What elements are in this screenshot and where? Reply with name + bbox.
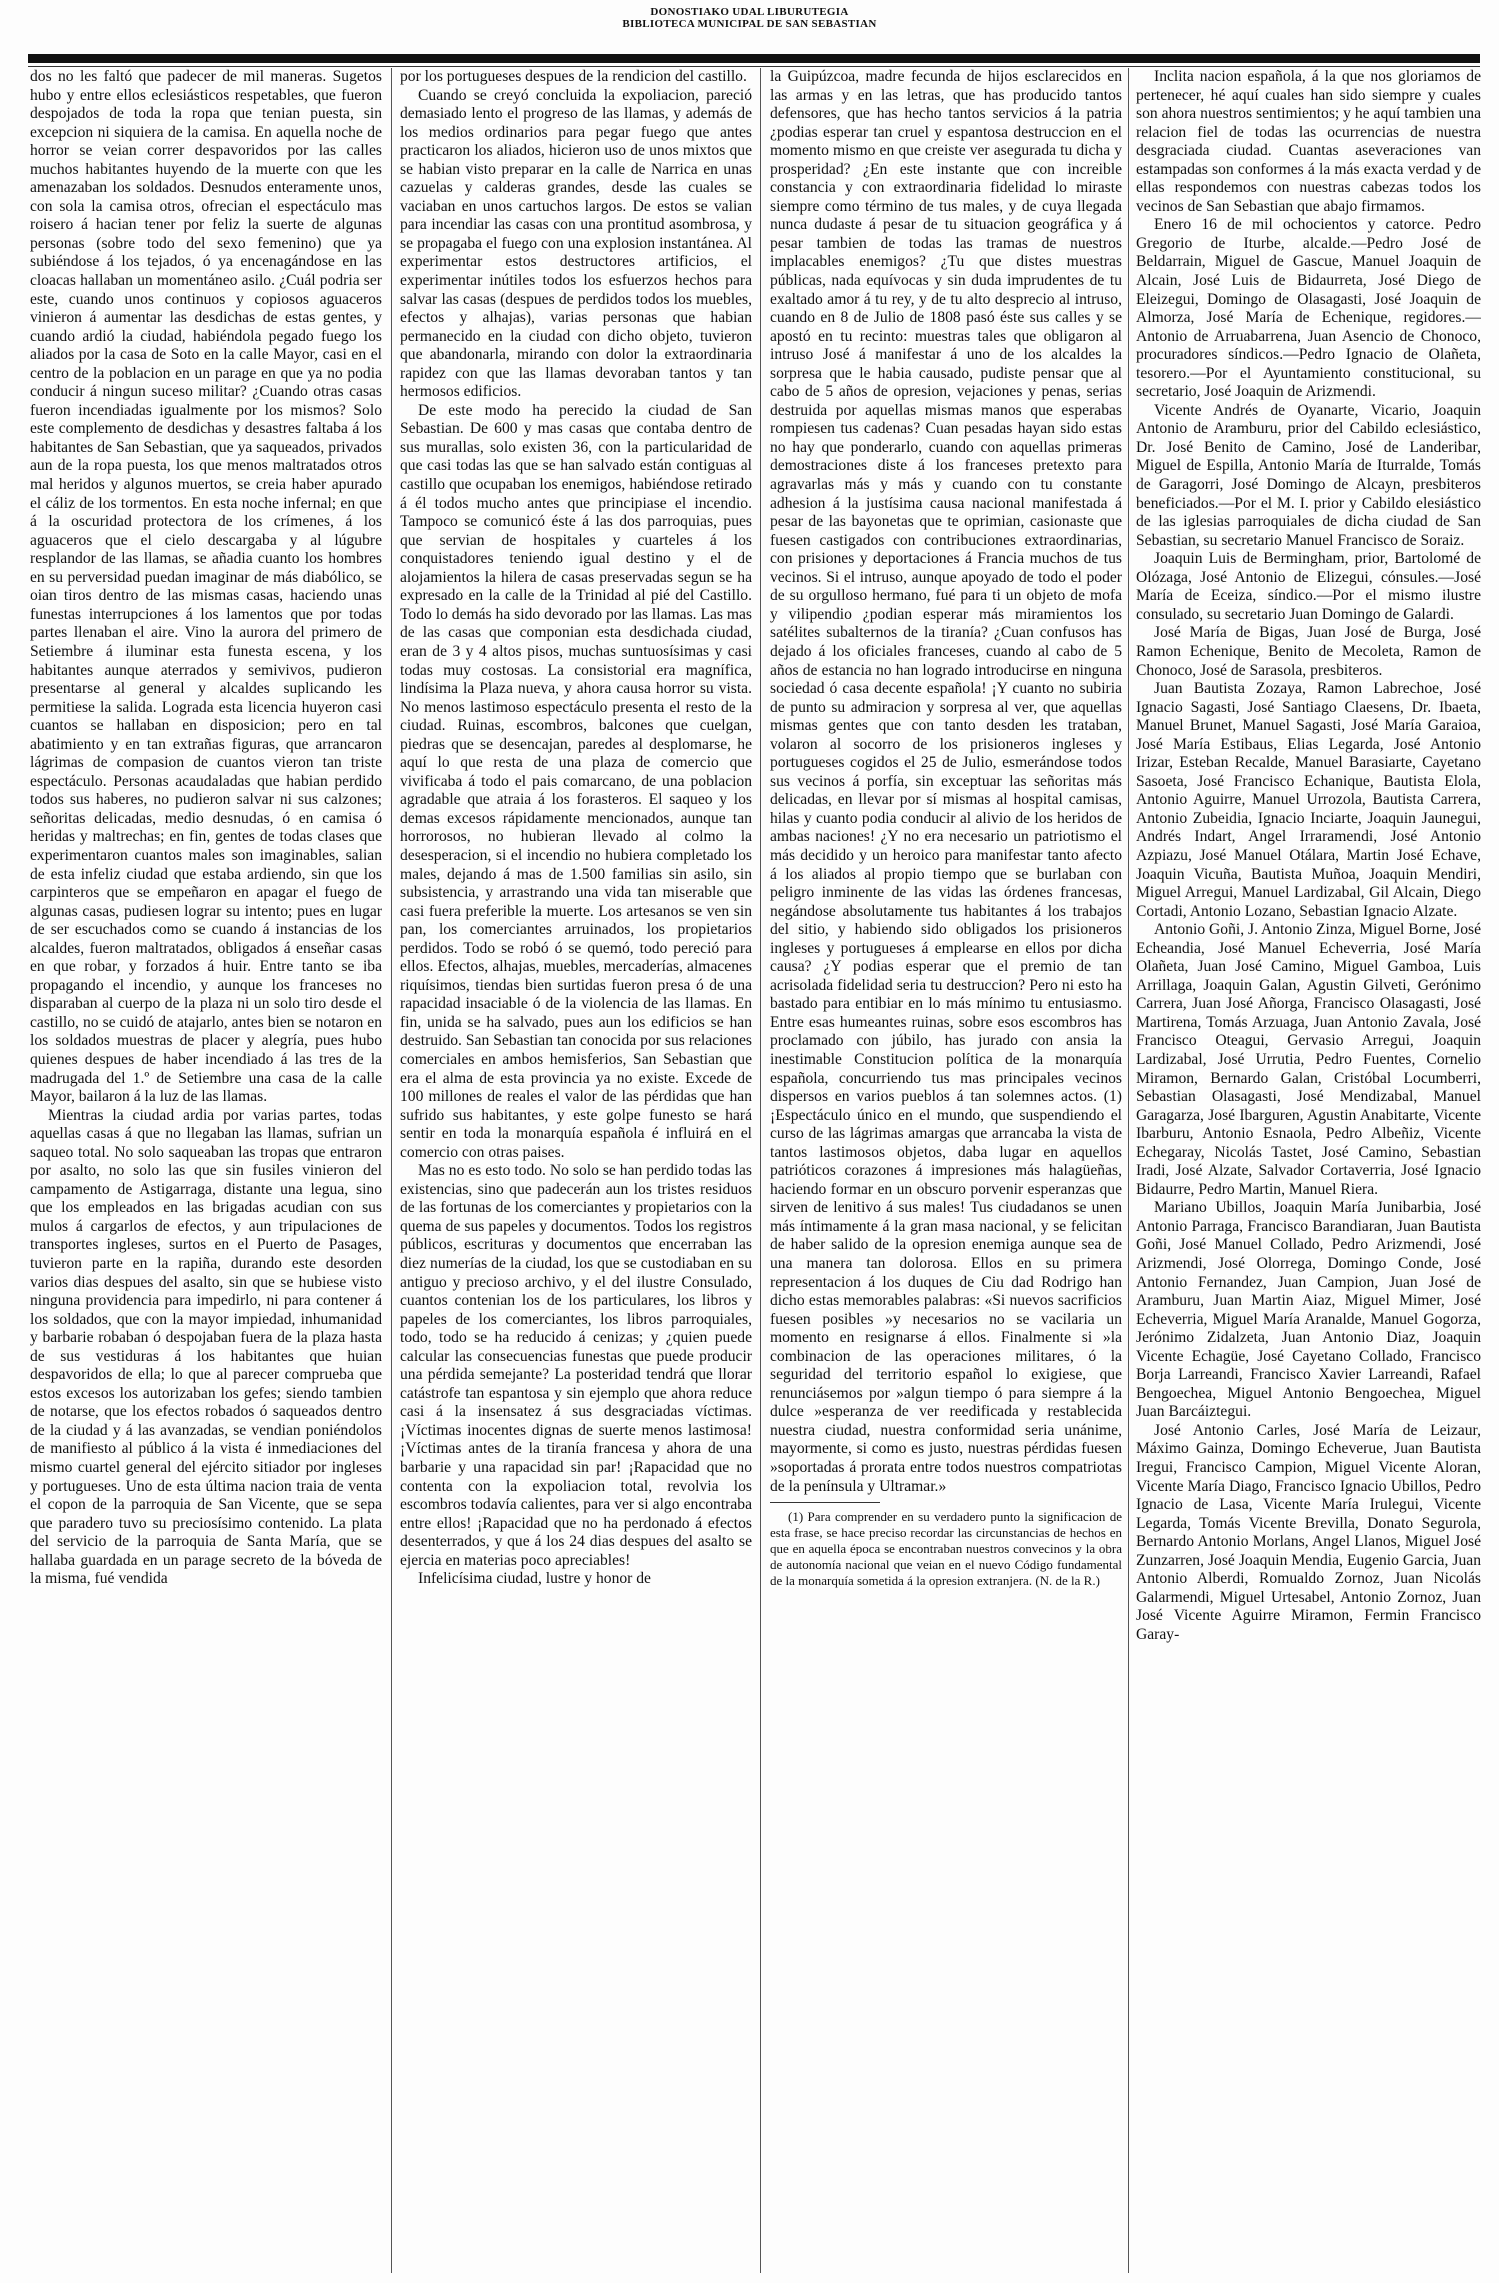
paragraph: Cuando se creyó concluida la expoliacion, pareció demasiado lento el progreso de las llamas, y además de los medios ordinarios para pegar fuego que antes practicaron los aliados, hicieron uso de unos mixtos que se habian visto preparar en la calle de Narrica en unas cazuelas y calderas grandes, desde las cuales se vaciaban en unos cartuchos largos. De estos se valian para incendiar las casas con una prontitud asombrosa, y se propagaba el fuego con una explosion instantánea. Al experimentar estos destructores artificios, el experimentar inútiles todos los esfuerzos hechos para salvar las casas (despues de perdidos todos los muebles, efectos y alhajas), varias personas que habian permanecido en la ciudad con dicho objeto, tuvieron que abandonarla, mirando con dolor la extraordinaria rapidez con que las llamas devoraban tantos y tan hermosos edificios. xyxy=(400,86,752,401)
footnote-rule xyxy=(770,1502,880,1503)
paragraph: Joaquin Luis de Bermingham, prior, Bartolomé de Olózaga, José Antonio de Elizegui, cónsules.—José María de Eceiza, síndico.—Por el mismo ilustre consulado, su secretario Juan Domingo de Galardi. xyxy=(1136,550,1481,623)
paragraph: Juan Bautista Zozaya, Ramon Labrechoe, José Ignacio Sagasti, José Santiago Claesens, Dr. Ibaeta, Manuel Brunet, Manuel Sagasti, José María Garaioa, José María Estibaus, Elias Legarda, José Antonio Irizar, Esteban Recalde, Manuel Barasiarte, Cayetano Sasoeta, José Francisco Echanique, Bautista Elola, Antonio Aguirre, Manuel Urrozola, Bautista Carrera, Antonio Zubeidia, Ignacio Inciarte, Joaquin Jaunegui, Andrés Indart, Angel Irraramendi, José Antonio Azpiazu, José Manuel Otálara, Martin José Echave, Joaquin Vicuña, Bautista Muñoa, Joaquin Mendiri, Miguel Arregui, Manuel Lardizabal, Gil Alcain, Diego Cortadi, Antonio Lozano, Sebastian Ignacio Alzate. xyxy=(1136,680,1481,920)
paragraph: De este modo ha perecido la ciudad de San Sebastian. De 600 y mas casas que contaba dentro de sus murallas, solo existen 36, con la particularidad de que casi todas las que se han salvado están contiguas al castillo que ocupaban los enemigos, habiéndose retirado á él todos mucho antes que principiase el incendio. Tampoco se comunicó éste á las dos parroquias, pues que servian de hospitales y cuarteles á los conquistadores teniendo igual destino y el de alojamientos la hilera de casas preservadas segun se ha expresado en la calle de la Trinidad al pié del Castillo. Todo lo demás ha sido devorado por las llamas. Las mas de las casas que componian esta desdichada ciudad, eran de 3 y 4 altos pisos, muchas suntuosísimas y casi todas muy costosas. La consistorial era magnífica, lindísima la Plaza nueva, y ahora causa horror su vista. No menos lastimoso espectáculo presenta el resto de la ciudad. Ruinas, escombros, balcones que cuelgan, piedras que se desencajan, paredes al desplomarse, he aquí lo que resta de una plaza de comercio que vivificaba á todo el pais comarcano, de una poblacion agradable que atraia á los forasteros. El saqueo y los demas excesos rápidamente mencionados, aunque tan horrorosos, no hubieran llevado al colmo la desesperacion, si el incendio no hubiera completado los males, dejando á mas de 1.500 familias sin asilo, sin subsistencia, y arrastrando una vida tan miserable que casi fuera preferible la muerte. Los artesanos se ven sin pan, los comerciantes arruinados, los propietarios perdidos. Todo se robó ó se quemó, todo pereció para ellos. Efectos, alhajas, muebles, mercaderías, almacenes riquísimos, tiendas bien surtidas fueron presa ó de una rapacidad insaciable ó de la violencia de las llamas. En fin, unida se ha salvado, pues aun los edificios se han destruido. San Sebastian tan conocida por sus relaciones comerciales en ambos hemisferios, San Sebastian que era el alma de esta provincia ya no existe. Excede de 100 millones de reales el valor de las pérdidas que han sufrido sus habitantes, y este golpe funesto se hará sentir en toda la monarquía española é influirá en el comercio con otras paises. xyxy=(400,401,752,1161)
column-3 xyxy=(770,68,1122,2273)
header-rule xyxy=(28,66,1480,67)
column-divider xyxy=(1128,68,1129,2273)
footnote: (1) Para comprender en su verdadero punto la significacion de esta frase, se hace preciso recordar las circunstancias de hechos en que en aquella época se encontraban nuestros convecinos y la obra de autonomía nacional que veian en el nuevo Código fundamental de la monarquía sometida á la opresion extranjera. (N. de la R.) xyxy=(770,1509,1122,1589)
library-stamp-spanish: BIBLIOTECA MUNICIPAL DE SAN SEBASTIAN xyxy=(622,18,877,30)
paragraph: Mientras la ciudad ardia por varias partes, todas aquellas casas á que no llegaban las llamas, sufrian un saqueo total. No solo saqueaban las tropas que entraron por asalto, no solo las que sin fusiles vinieron del campamento de Astigarraga, distante una legua, sino que los empleados en las brigadas acudian con sus mulos á cargarlos de efectos, y aun tripulaciones de transportes ingleses, surtos en el Puerto de Pasages, tuvieron parte en la rapiña, durando este desorden varios dias despues del asalto, sin que se hubiese visto ninguna providencia para impedirlo, ni para contener á los soldados, que con la mayor impiedad, inhumanidad y barbarie robaban ó despojaban fuera de la plaza hasta de sus vestiduras á los habitantes que huian despavoridos de ella; lo que al parecer comprueba que estos excesos los autorizaban los gefes; siendo tambien de notarse, que los efectos robados ó saqueados dentro de la ciudad y á las avanzadas, se vendian poniéndolos de manifiesto al público á la vista é inmediaciones del mismo cuartel general del ejército sitiador por ingleses y portugueses. Uno de esta última nacion traia de venta el copon de la parroquia de San Vicente, que se sepa que paradero tuvo su preciosísimo contenido. La plata del servicio de la parroquia de Santa María, que se hallaba guardada en un parage secreto de la bóveda de la misma, fué vendida xyxy=(30,1106,382,1588)
column-4 xyxy=(1136,68,1481,2273)
column-divider xyxy=(760,68,761,2273)
paragraph: Inclita nacion española, á la que nos gloriamos de pertenecer, hé aquí cuales han sido siempre y cuales son ahora nuestros sentimientos; y he aquí tambien una relacion fiel de todas las ocurrencias de nuestra desgraciada ciudad. Cuantas aseveraciones van estampadas son conformes á la más exacta verdad y de ellas respondemos con nuestras cabezas todos los vecinos de San Sebastian que abajo firmamos. xyxy=(1136,68,1481,215)
paragraph: José Antonio Carles, José María de Leizaur, Máximo Gainza, Domingo Echeverue, Juan Bautista Iregui, Francisco Campion, Miguel Vicente Aloran, Vicente María Diago, Francisco Ignacio Ubillos, Pedro Ignacio de Lasa, Vicente María Irulegui, Vicente Legarda, Tomás Vicente Brevilla, Donato Segurola, Bernardo Antonio Morlans, Angel Llanos, Miguel José Zunzarren, José Joaquin Mendia, Eugenio Garcia, Juan Antonio Alberdi, Romualdo Zornoz, Juan Nicolás Galarmendi, Miguel Urtesabel, Antonio Zornoz, Juan José Vicente Aguirre Miramon, Fermin Francisco Garay- xyxy=(1136,1421,1481,1643)
paragraph: dos no les faltó que padecer de mil maneras. Sugetos hubo y entre ellos eclesiásticos respetables, que fueron despojados de toda la ropa que tenian puesta, sin excepcion ni siquiera de la camisa. En aquella noche de horror se veian correr despavoridos por las calles muchos habitantes huyendo de la muerte con que les amenazaban los soldados. Desnudos enteramente unos, con sola la camisa otros, ofrecian el espectáculo mas roisero á hacian tener por feliz la suerte de algunas personas (sobre todo del sexo femenino) que ya subiéndose á los tejados, ó ya encenagándose en las cloacas hallaban un momentáneo asilo. ¿Cuál podria ser este, cuando unos continuos y copiosos aguaceros vinieron á aumentar las desdichas de estas gentes, y cuando ardió la ciudad, habiéndola pegado fuego los aliados por la casa de Soto en la calle Mayor, casi en el centro de la poblacion en un parage en que ya no podia conducir á ningun suceso militar? ¿Cuando otras casas fueron incendiadas igualmente por los mismos? Solo este complemento de desdichas y desastres faltaba á los habitantes de San Sebastian, que ya saqueados, privados aun de la ropa puesta, los que menos maltratados otros mal heridos y algunos muertos, se creia haber apurado el cáliz de los tormentos. En esta noche infernal; en que á la oscuridad protectora de los crímenes, á los aguaceros que el cielo descargaba y al lúgubre resplandor de las llamas, se añadia cuanto los hombres en su perversidad puedan imaginar de más diabólico, se oian tiros dentro de las mismas casas, haciendo unas funestas interrupciones á los lamentos que por todas partes llenaban el aire. Vino la aurora del primero de Setiembre á iluminar esta funesta escena, y los habitantes aunque aterrados y semivivos, pudieron presentarse al general y alcaldes suplicando les permitiese la salida. Lograda esta licencia huyeron casi cuantos se hallaban en disposicion; pero en tal abatimiento y en tan extrañas figuras, que arrancaron lágrimas de compasion de cuantos vieron tan triste espectáculo. Personas acaudaladas que habian perdido todos sus haberes, no pudieron salvar ni sus calzones; señoritas delicadas, medio desnudas, ó en camisa ó heridas y maltrechas; en fin, gentes de todas clases que experimentaron cuantos males son imaginables, salian de esta infeliz ciudad que estaba ardiendo, sin que los carpinteros que se empeñaron en apagar el fuego de algunas casas, pudiesen lograr su intento; pues en lugar de ser escuchados como se cuando á instancias de los alcaldes, fueron maltratados, obligados á enseñar casas en que robar, y forzados á huir. Entre tanto se iba propagando el incendio, y aunque los franceses no disparaban al cuerpo de la plaza ni un solo tiro desde el castillo, no se cuidó de atajarlo, antes bien se notaron en los soldados muestras de placer y alegría, pues hubo quienes despues de haber incendiado á las tres de la madrugada del 1.º de Setiembre una casa de la calle Mayor, bailaron á la luz de las llamas. xyxy=(30,68,382,1106)
paragraph: Enero 16 de mil ochocientos y catorce. Pedro Gregorio de Iturbe, alcalde.—Pedro José de Beldarrain, Miguel de Gascue, Manuel Joaquin de Alcain, José Luis de Bidaurreta, José Diego de Eleizegui, Domingo de Olasagasti, José Joaquin de Almorza, José María de Echenique, regidores.—Antonio de Arruabarrena, Juan Asencio de Chonoco, procuradores síndicos.—Pedro Ignacio de Olañeta, tesorero.—Por el Ayuntamiento constitucional, su secretario, José Joaquin de Arizmendi. xyxy=(1136,216,1481,401)
column-1 xyxy=(30,68,382,2273)
paragraph: Antonio Goñi, J. Antonio Zinza, Miguel Borne, José Echeandia, José Manuel Echeverria, José María Olañeta, Juan José Camino, Miguel Gamboa, Luis Arrillaga, Joaquin Galan, Agustin Gilveti, Gerónimo Carrera, Juan José Añorga, Francisco Olasagasti, José Martirena, Tomás Arzuaga, Juan Antonio Zavala, José Francisco Oteagui, Gervasio Arregui, Joaquin Lardizabal, José Urrutia, Pedro Fuentes, Cornelio Miramon, Bernardo Galan, Cristóbal Locumberri, Sebastian Olasagasti, José Mendizabal, Manuel Garagarza, José Ibarguren, Agustin Anabitarte, Vicente Ibarburu, Antonio Esnaola, Pedro Albeñiz, Vicente Echegaray, Nicolás Tastet, José Camino, Sebastian Iradi, José Alzate, Salvador Cortaverria, José Ignacio Bidaurre, Pedro Martin, Manuel Riera. xyxy=(1136,921,1481,1198)
paragraph: José María de Bigas, Juan José de Burga, José Ramon Echenique, Benito de Mecoleta, Ramon de Chonoco, José de Sarasola, presbiteros. xyxy=(1136,624,1481,679)
paragraph: por los portugueses despues de la rendicion del castillo. xyxy=(400,68,747,85)
header-black-band xyxy=(28,54,1480,63)
paragraph: la Guipúzcoa, madre fecunda de hijos esclarecidos en las armas y en las letras, que has producido tantos defensores, que has hecho tantos servicios á la patria ¿podias esperar tan cruel y espantosa destruccion en el momento mismo en que creiste ver asegurada tu dicha y prosperidad? ¿En este instante que con increible constancia y con extraordinaria fidelidad lo miraste siempre como término de tus males, y de cuya llegada nunca dudaste á pesar de tu situacion geográfica y á pesar tambien de todas las tramas de nuestros implacables enemigos? ¿Tu que distes muestras públicas, nada equívocas y sin duda imprudentes de tu exaltado amor á tu rey, y de tu alto desprecio al intruso, cuando en 8 de Julio de 1808 pasó éste sus calles y se apostó en tu recinto: muestras tales que obligaron al intruso José á manifestar á uno de los alcaldes la sorpresa que le habia causado, pudiste pensar que al cabo de 5 años de opresion, vejaciones y penas, serias destruida por aquellas mismas manos que esperabas rompiesen tus cadenas? Cuan pesadas hayan sido estas no hay que ponderarlo, cuando con aquellas primeras demostraciones diste á los franceses pretexto para agravarlas más y más y cuando con tu constante adhesion á la justísima causa nacional manifestada á pesar de las bayonetas que te oprimian, casionaste que fuesen castigados con contribuciones extraordinarias, con prisiones y deportaciones á Francia muchos de tus vecinos. Si el intruso, aunque apoyado de todo el poder de su orgulloso hermano, fué para ti un objeto de mofa y vilipendio ¿podian esperar más miramientos los satélites subalternos de la tiranía? ¿Cuan confusos has dejado á los oficiales franceses, cuando al cabo de 5 años de estancia no han logrado introducirse en ninguna sociedad ó casa decente española! ¡Y cuanto no subiria de punto su admiracion y sorpresa al ver, que aquellas mismas gentes que con tanto desden les trataban, volaron al socorro de los prisioneros ingleses y portugueses cogidos el 25 de Julio, esmerándose todos sus vecinos á porfía, sin exceptuar las señoritas más delicadas, en llevar por sí mismas al hospital camisas, hilas y cuanto podia conducir al alivio de los heridos de ambas naciones! ¿Y no era necesario un patriotismo el más decidido y un heroico para manifestar tanto afecto á los aliados al propio tiempo que se burlaban con peligro inminente de las vidas las órdenes francesas, negándose absolutamente tus habitantes á los trabajos del sitio, y habiendo sido obligados los prisioneros ingleses y portugueses á emplearse en ellos por dicha causa? ¿Y podias esperar que el premio de tan acrisolada fidelidad seria tu destruccion? Pero ni esto ha bastado para entibiar en lo más mínimo tu entusiasmo. Entre esas humeantes ruinas, sobre esos escombros has proclamado con júbilo, has jurado con ansia la inestimable Constitucion política de la monarquía española, concurriendo tus mas principales vecinos dispersos en varios pueblos á tan solemnes actos. (1) ¡Espectáculo único en el mundo, que suspendiendo el curso de las lágrimas amargas que arrancaba la vista de tantos lastimosos objetos, daba lugar en aquellos patrióticos corazones á impresiones más halagüeñas, haciendo formar en un obscuro porvenir esperanzas que sirven de lenitivo á sus males! Tus ciudadanos se unen más íntimamente á la gran masa nacional, y se felicitan de haber salido de la opresion enemiga aunque sea de una manera tan dolorosa. Ellos en su primera representacion á los duques de Ciu dad Rodrigo han dicho estas memorables palabras: «Si nuevos sacrificios fuesen posibles »y necesarios no se vacilaria un momento en resignarse á ellos. Finalmente si »la combinacion de las operaciones militares, ó la seguridad del territorio español lo exigiese, que renunciásemos por »algun tiempo ó para siempre á la dulce »esperanza de ver reedificada y restablecida nuestra ciudad, nuestra conformidad seria unánime, mayormente, si como es justo, nuestras pérdidas fuesen »soportadas á prorata entre todos nuestros compatriotas de la península y Ultramar.» xyxy=(770,68,1122,1495)
paragraph: Infelicísima ciudad, lustre y honor de xyxy=(418,1570,651,1588)
column-divider xyxy=(391,68,392,2273)
paragraph: Mas no es esto todo. No solo se han perdido todas las existencias, sino que padecerán aun los tristes residuos de las fortunas de los comerciantes y propietarios con la quema de sus papeles y documentos. Todos los registros públicos, escrituras y documentos que encerraban las diez numerías de la ciudad, los que se custodiaban en su antiguo y precioso archivo, y el del ilustre Consulado, cuantos contenian los de los particulares, los libros y papeles de los comerciantes, los libros parroquiales, todo, todo se ha reducido á cenizas; y ¿quien puede calcular las consecuencias funestas que puede producir una pérdida semejante? La posteridad tendrá que llorar catástrofe tan espantosa y sin ejemplo que ahora reduce casi á la insensatez á sus desgraciadas víctimas. ¡Víctimas inocentes dignas de suerte menos lastimosa! ¡Víctimas antes de la tiranía francesa y ahora de una barbarie y una rapacidad sin par! ¡Rapacidad que no contenta con la expoliacion total, revolvia los escombros todavía calientes, para ver si algo encontraba entre ellos! ¡Rapacidad que no ha perdonado á efectos desenterrados, y que á los 24 dias despues del asalto se ejercia en materias poco apreciables! xyxy=(400,1162,752,1569)
paragraph: Vicente Andrés de Oyanarte, Vicario, Joaquin Antonio de Aramburu, prior del Cabildo eclesiástico, Dr. José Benito de Camino, José de Landeribar, Miguel de Espilla, Antonio María de Iturralde, Tomás de Garagorri, José Domingo de Alcayn, presbiteros beneficiados.—Por el M. I. prior y Cabildo elesiástico de las iglesias parroquiales de dicha ciudad de San Sebastian, su secretario Manuel Francisco de Soraiz. xyxy=(1136,401,1481,549)
column-2 xyxy=(400,68,752,2273)
paragraph: Mariano Ubillos, Joaquin María Junibarbia, José Antonio Parraga, Francisco Barandiaran, Juan Bautista Goñi, José Manuel Collado, Pedro Arizmendi, José Arizmendi, José Olorrega, Domingo Conde, José Antonio Fernandez, Juan Campion, Juan José de Aramburu, Juan Martin Aiaz, Miguel Mimer, José Echeverria, Miguel María Aranalde, Manuel Gogorza, Jerónimo Zidalzeta, Juan Antonio Diaz, Joaquin Vicente Echagüe, José Cayetano Collado, Francisco Borja Larreandi, Francisco Xavier Larreandi, Rafael Bengoechea, Miguel Antonio Bengoechea, Miguel Juan Barcáiztegui. xyxy=(1136,1199,1481,1421)
library-stamp-basque: DONOSTIAKO UDAL LIBURUTEGIA xyxy=(650,6,849,18)
